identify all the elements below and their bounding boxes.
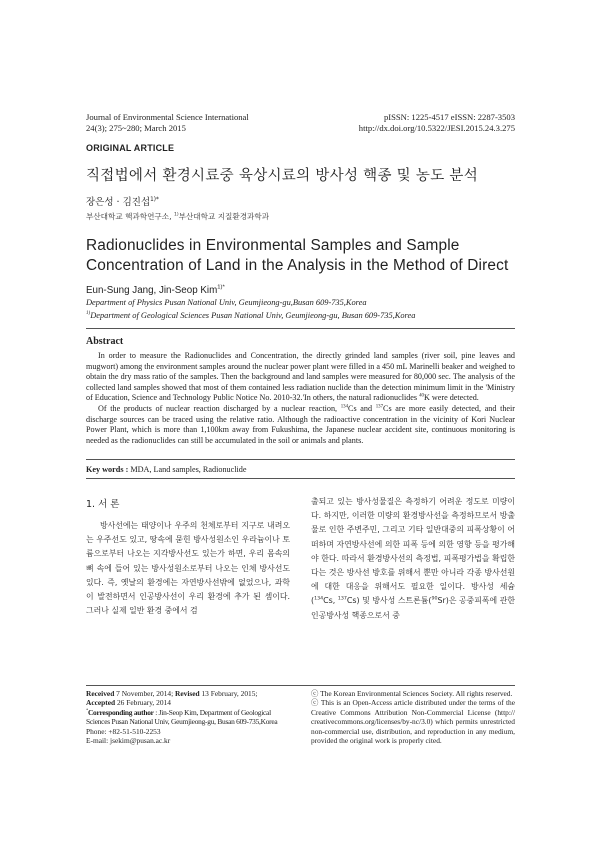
divider-top <box>86 328 515 329</box>
intro-right-column: 출되고 있는 방사성물질은 측정하기 어려운 정도로 미량이다. 하지만, 이러한 미량의 환경방사선을 측정하므로서 방출 물로 인한 주변주민, 그리고 기타 일반대중의 피폭상황이 어떠하며 자연방사선에 의한 피폭 등에 의한 영향 등을 평가해야 한다. 따라서 환경방사선의 측정법, 피폭평가법을 확립한다는 것은 방사선 방호를 위해서 뿐만 아니라 각종 방사선원에 대한 대응을 위해서도 필요한 일이다. 방사성 세슘($^{134}$Cs, $^{137}$Cs) 및 방사성 스트론튬($^{90}$Sr)은 공중피폭에 관한 인공방사성 핵종으로서 중 <box>311 497 515 620</box>
section-heading-introduction: 1. 서 론 <box>86 499 120 510</box>
phone: Phone: +82-51-510-2253 <box>86 726 161 736</box>
volume-info: 24(3); 275~280; March 2015 <box>86 123 186 133</box>
korean-title: 직접법에서 환경시료중 육상시료의 방사성 핵종 및 농도 분석 <box>86 168 479 184</box>
article-type: ORIGINAL ARTICLE <box>86 143 175 153</box>
abstract-heading: Abstract <box>86 336 124 347</box>
abstract-paragraph-2: Of the products of nuclear reaction discharged by a nuclear reaction, $^{134}$Cs and $^{137}$Cs are more easily detected, and their discharge sources can be traced using the relative ratio. Although the radioactive concentration in the vicinity of Kori Nuclear Power Plant, which is more than 1,100km away from Fukushima, the Japanese nuclear accident site, continuous monitoring is needed as the radionuclides can still be accumulated in the soil or animals and plants. <box>86 403 515 445</box>
issn: pISSN: 1225-4517 eISSN: 2287-3503 <box>383 112 515 122</box>
divider-keywords <box>86 478 515 479</box>
abstract-text <box>86 351 515 446</box>
journal-header-right <box>300 112 515 134</box>
footer-article-info: Received 7 November, 2014; Revised 13 February, 2015; Accepted 26 February, 2014 *Corresponding author : Jin-Seop Kim, Department of Geological Sciences Pusan National Univ, Geumjieong-gu, Busan 609-735,Korea Phone: +82-51-510-2253 E-mail: jsekim@pusan.ac.kr <box>86 689 291 745</box>
journal-header-left <box>86 112 316 134</box>
journal-name: Journal of Environmental Science International <box>86 112 249 122</box>
korean-affiliations: 부산대학교 핵과학연구소, $^{1)}$부산대학교 지질환경과학과 <box>86 212 270 221</box>
english-authors: Eun-Sung Jang, Jin-Seop Kim$^{1)*}$ <box>86 284 225 296</box>
doi-link[interactable]: http://dx.doi.org/10.5322/JESI.2015.24.3.275 <box>358 123 515 133</box>
english-title: Radionuclides in Environmental Samples and Sample Concentration of Land in the Analysis in the Method of Direct <box>86 237 509 274</box>
english-affiliations: Department of Physics Pusan National Univ, Geumjieong-gu,Busan 609-735,Korea $^{1)}$Department of Geological Sciences Pusan National Univ, Geumjieong-gu, Busan 609-735,Korea <box>86 298 416 320</box>
email-link[interactable]: E-mail: jsekim@pusan.ac.kr <box>86 736 171 746</box>
keywords: Key words : MDA, Land samples, Radionuclide <box>86 465 247 474</box>
footer-license <box>311 689 515 745</box>
korean-authors: 장은성 · 김진섭$^{1)*}$ <box>86 196 159 208</box>
intro-left-column: 방사선에는 태양이나 우주의 천체로부터 지구로 내려오는 우주선도 있고, 땅속에 묻힌 방사성원소인 우라늄이나 토륨으로부터 나오는 지각방사선도 있는가 하면, 우리 몸속의 뼈 속에 들어 있는 방사성원소로부터 나오는 인체 방사선도 있다. 즉, 옛날의 환경에는 자연방사선밖에 없었으나, 과학이 발전하면서 인공방사선이 우리 환경에 추가 된 셈이다. 그러나 실제 일반 환경 중에서 검 <box>86 521 290 616</box>
abstract-paragraph-1: In order to measure the Radionuclides and Concentration, the directly grinded land samples (river soil, pine leaves and mugwort) among the environment samples around the nuclear power plant were filled in a 450 mL Marinelli beaker and weighed to obtain the dry mass ratio of the samples. Then the background and land samples were measured for 80,000 sec. The analysis of the collected land samples showed that most of them contained less radiation nuclide than the detection minimum limit in the 'Ministry of Education, Science and Technology Public Notice No. 2010-32.'In others, the natural radionuclides $^{40}$K were detected. <box>86 351 515 403</box>
license-notice: ⓒ This is an Open-Access article distributed under the terms of the Creative Commons Attribution Non-Commercial License (http:// creativecommons.org/licenses/by-nc/3.0) which permits unrestricted non-commercial use, distribution, and reproduction in any medium, provided the original work is properly cited. <box>311 698 515 746</box>
divider-abstract <box>86 459 515 460</box>
copyright-notice: ⓒ The Korean Environmental Sciences Society. All rights reserved. <box>311 689 513 698</box>
divider-footer <box>86 685 515 686</box>
